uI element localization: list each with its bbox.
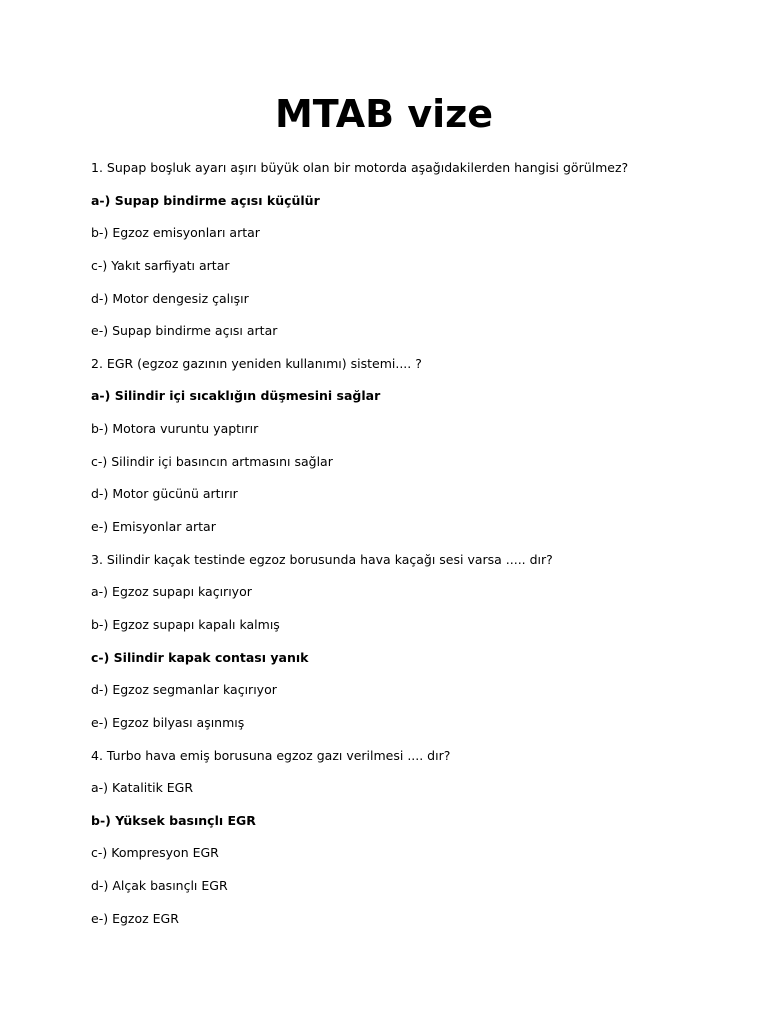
option-label: a-) (91, 584, 109, 600)
question-number: 3. (91, 551, 103, 567)
option-2b (91, 419, 741, 452)
page-title: MTAB vize (274, 92, 494, 136)
option-1c (91, 256, 741, 289)
option-1d (91, 289, 741, 322)
option-1b (91, 223, 741, 256)
option-label: c-) (91, 453, 108, 469)
option-2c (91, 452, 741, 485)
option-text: Motor dengesiz çalışır (112, 290, 249, 306)
option-4c (91, 843, 741, 876)
option-label: c-) (91, 649, 110, 665)
option-text: Yakıt sarfiyatı artar (111, 257, 230, 273)
option-label: b-) (91, 225, 109, 241)
option-1a (91, 191, 741, 224)
option-label: c-) (91, 845, 108, 861)
option-2d (91, 484, 741, 517)
option-label: e-) (91, 519, 109, 535)
option-label: d-) (91, 290, 109, 306)
question-number: 1. (91, 160, 103, 175)
option-text: Silindir kapak contası yanık (113, 649, 309, 665)
option-2e (91, 517, 741, 550)
option-text: Supap bindirme açısı küçülür (114, 192, 320, 208)
quiz-list (91, 158, 741, 941)
option-text: Alçak basınçlı EGR (112, 878, 228, 894)
option-text: Egzoz supapı kaçırıyor (112, 584, 252, 600)
option-label: e-) (91, 910, 109, 926)
question-text: Turbo hava emiş borusuna egzoz gazı verilmesi .... dır? (106, 747, 451, 763)
option-4b (91, 811, 741, 844)
option-label: a-) (91, 780, 109, 796)
option-label: e-) (91, 714, 109, 730)
option-text: Egzoz bilyası aşınmış (112, 714, 245, 730)
option-label: b-) (91, 421, 109, 437)
option-text: Katalitik EGR (112, 780, 194, 796)
option-text: Yüksek basınçlı EGR (115, 812, 256, 828)
option-text: Motora vuruntu yaptırır (112, 421, 259, 437)
option-3a (91, 582, 741, 615)
question-text: Silindir kaçak testinde egzoz borusunda hava kaçağı sesi varsa ..... dır? (106, 551, 553, 567)
option-3e (91, 713, 741, 746)
option-label: e-) (91, 323, 109, 339)
option-text: Egzoz emisyonları artar (112, 225, 260, 241)
option-label: d-) (91, 682, 109, 698)
option-label: a-) (91, 192, 111, 208)
option-3b (91, 615, 741, 648)
option-label: c-) (91, 257, 108, 273)
option-2a (91, 386, 741, 419)
option-3d (91, 680, 741, 713)
option-4a (91, 778, 741, 811)
question-3 (91, 550, 741, 583)
option-label: d-) (91, 486, 109, 502)
question-4 (91, 746, 741, 779)
option-4e (91, 909, 741, 942)
option-text: Motor gücünü artırır (112, 486, 238, 502)
option-4d (91, 876, 741, 909)
option-label: a-) (91, 388, 111, 404)
option-label: b-) (91, 812, 111, 828)
option-label: d-) (91, 878, 109, 894)
option-1e (91, 321, 741, 354)
option-text: Silindir içi basıncın artmasını sağlar (111, 453, 333, 469)
option-text: Egzoz EGR (112, 910, 179, 926)
question-number: 4. (91, 747, 103, 763)
option-text: Silindir içi sıcaklığın düşmesini sağlar (114, 388, 381, 404)
option-text: Egzoz segmanlar kaçırıyor (112, 682, 277, 698)
option-text: Emisyonlar artar (112, 519, 216, 535)
question-1 (91, 158, 741, 191)
question-text: EGR (egzoz gazının yeniden kullanımı) sistemi.... ? (106, 355, 422, 371)
option-text: Supap bindirme açısı artar (112, 323, 278, 339)
option-label: b-) (91, 616, 109, 632)
question-2 (91, 354, 741, 387)
option-text: Kompresyon EGR (111, 845, 219, 861)
option-3c (91, 648, 741, 681)
question-text: Supap boşluk ayarı aşırı büyük olan bir motorda aşağıdakilerden hangisi görülmez? (106, 160, 629, 175)
option-text: Egzoz supapı kapalı kalmış (112, 616, 280, 632)
question-number: 2. (91, 355, 103, 371)
